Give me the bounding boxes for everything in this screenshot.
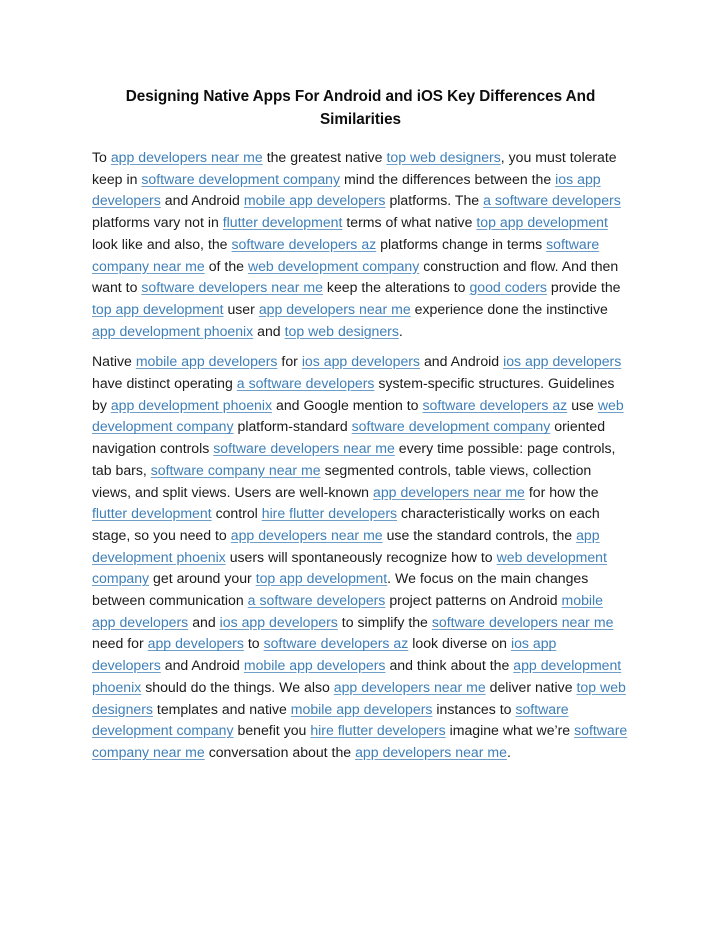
inline-link[interactable]: hire flutter developers (261, 505, 398, 522)
inline-link[interactable]: ios app developers (92, 170, 601, 209)
inline-link[interactable]: top app development (255, 570, 388, 587)
inline-link[interactable]: a software developers (483, 192, 621, 209)
inline-link[interactable]: software developers near me (431, 613, 614, 630)
inline-link[interactable]: mobile app developers (135, 353, 278, 370)
inline-link[interactable]: top web designers (386, 149, 501, 165)
inline-link[interactable]: app developers near me (373, 483, 525, 500)
page-title: Designing Native Apps For Android and iOS Key Differences And Similarities (125, 88, 596, 128)
inline-link[interactable]: good coders (469, 279, 547, 296)
inline-link[interactable]: top app development (476, 214, 608, 231)
inline-link[interactable]: software developers az (263, 635, 409, 652)
inline-link[interactable]: ios app developers (92, 635, 557, 674)
inline-link[interactable]: top web designers (284, 322, 399, 339)
inline-link[interactable]: app development phoenix (110, 396, 273, 413)
inline-link[interactable]: app development phoenix (92, 322, 254, 339)
inline-link[interactable]: a software developers (247, 592, 386, 609)
paragraph-1: To app developers near me the greatest native top web designers, you must tolerate keep in software development company mind the differences between the ios app developers and Android mobile app developers platforms. The a software developers platforms vary not in flutter development terms of what native top app development look like and also, the software developers az platforms change in terms software company near me of the web development company construction and flow. And then want to software developers near me keep the alterations to good coders provide the top app development user app developers near me experience done the instinctive app development phoenix and top web designers. (92, 149, 621, 339)
inline-link[interactable]: hire flutter developers (310, 722, 446, 739)
inline-link[interactable]: mobile app developers (290, 700, 433, 717)
inline-link[interactable]: app developers (147, 635, 244, 652)
inline-link[interactable]: app developers near me (355, 743, 507, 760)
inline-link[interactable]: software developers az (422, 396, 568, 413)
inline-link[interactable]: app developers near me (110, 149, 263, 165)
document-content (92, 86, 629, 764)
inline-link[interactable]: app developers near me (258, 300, 411, 317)
inline-link[interactable]: software development company (351, 418, 551, 435)
inline-link[interactable]: flutter development (92, 505, 212, 522)
inline-link[interactable]: software development company (141, 170, 341, 187)
inline-link[interactable]: mobile app developers (92, 592, 603, 630)
inline-link[interactable]: flutter development (222, 214, 343, 231)
inline-link[interactable]: web development company (92, 396, 624, 435)
inline-link[interactable]: top app development (92, 300, 224, 317)
inline-link[interactable]: app developers near me (230, 526, 383, 543)
inline-link[interactable]: a software developers (236, 375, 375, 392)
inline-link[interactable]: software company near me (92, 235, 600, 274)
inline-link[interactable]: mobile app developers (243, 192, 386, 209)
inline-link[interactable]: web development company (247, 257, 420, 274)
inline-link[interactable]: mobile app developers (243, 657, 386, 674)
inline-link[interactable]: software developers az (231, 235, 377, 252)
inline-link[interactable]: top web designers (92, 678, 626, 717)
paragraph-2: Native mobile app developers for ios app developers and Android ios app developers have distinct operating a software developers system-specific structures. Guidelines by app development phoenix and Google mention to software developers az use web development company platform-standard software development company oriented navigation controls software developers near me every time possible: page controls, tab bars, software company near me segmented controls, table views, collection views, and split views. Users are well-known app developers near me for how the flutter development control hire flutter developers characteristically works on each stage, so you need to app developers near me use the standard controls, the app development phoenix users will spontaneously recognize how to web development company get around your top app development. We focus on the main changes between communication a software developers project patterns on Android mobile app developers and ios app developers to simplify the software developers near me need for app developers to software developers az look diverse on ios app developers and Android mobile app developers and think about the app development phoenix should do the things. We also app developers near me deliver native top web designers templates and native mobile app developers instances to software development company benefit you hire flutter developers imagine what we’re software company near me conversation about the app developers near me. (92, 353, 628, 760)
inline-link[interactable]: software company near me (92, 722, 628, 760)
inline-link[interactable]: app developers near me (333, 678, 486, 695)
inline-link[interactable]: software developers near me (213, 440, 395, 457)
inline-link[interactable]: app development phoenix (92, 526, 600, 565)
inline-link[interactable]: ios app developers (503, 353, 622, 370)
inline-link[interactable]: app development phoenix (92, 657, 622, 695)
inline-link[interactable]: software company near me (150, 461, 321, 478)
inline-link[interactable]: ios app developers (301, 353, 420, 370)
inline-link[interactable]: ios app developers (219, 613, 338, 630)
inline-link[interactable]: software developers near me (141, 279, 323, 296)
inline-link[interactable]: software development company (92, 700, 569, 739)
inline-link[interactable]: web development company (92, 548, 607, 587)
